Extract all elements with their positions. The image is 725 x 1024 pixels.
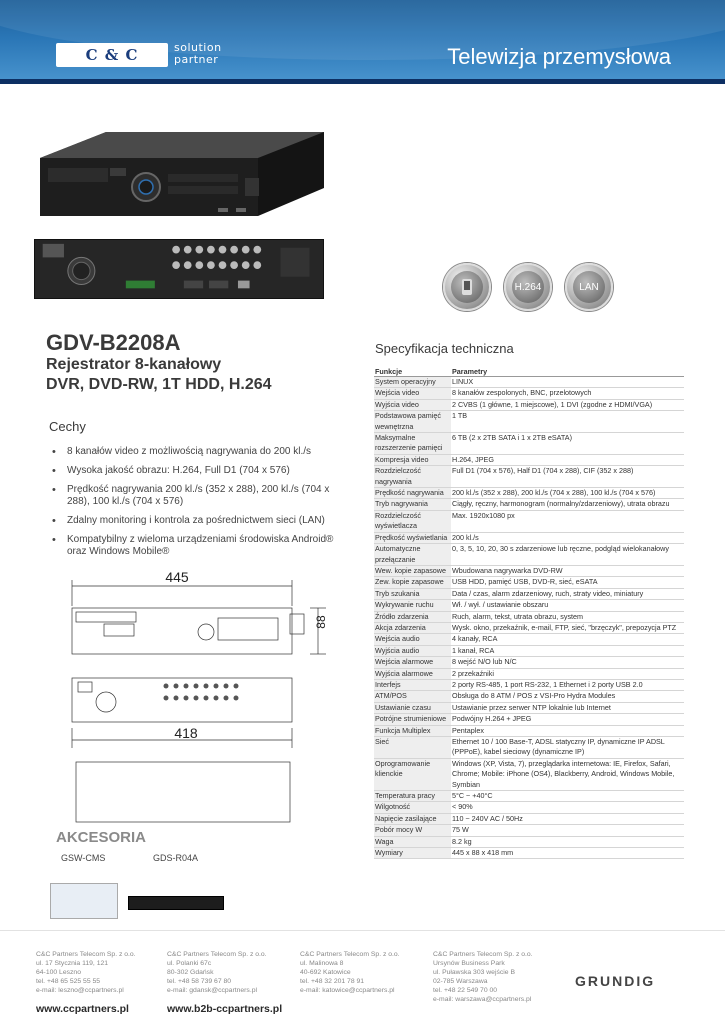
spec-value: 2 porty RS-485, 1 port RS-232, 1 Ethernet i 2 porty USB 2.0 [451, 679, 684, 690]
logo-tagline [174, 42, 222, 66]
spec-header-row [374, 367, 684, 377]
spec-key: Sieć [374, 737, 451, 759]
spec-row [374, 454, 684, 465]
spec-key: Maksymalne rozszerzenie pamięci [374, 433, 451, 455]
spec-value: Wysk. okno, przekaźnik, e-mail, FTP, sieć, "brzęczyk", prepozycja PTZ [451, 622, 684, 633]
spec-row [374, 577, 684, 588]
spec-row [374, 813, 684, 824]
spec-value: Data / czas, alarm zdarzeniowy, ruch, straty video, miniatury [451, 588, 684, 599]
spec-key: Automatyczne przełączanie [374, 544, 451, 566]
spec-value: Windows (XP, Vista, 7), przeglądarka internetowa: IE, Firefox, Safari, Chrome; Mobile: iPhone (OS4), Blackberry, Android, Windows Mobile, Symbian [451, 758, 684, 790]
spec-key: Interfejs [374, 679, 451, 690]
spec-value: 2 CVBS (1 główne, 1 miejscowe), 1 DVI (zgodne z HDMI/VGA) [451, 399, 684, 410]
dimension-drawing [40, 566, 340, 836]
spec-row [374, 836, 684, 847]
spec-value: 8 wejść N/O lub N/C [451, 657, 684, 668]
spec-value: 1 kanał, RCA [451, 645, 684, 656]
spec-value: 8 kanałów zespolonych, BNC, przelotowych [451, 388, 684, 399]
accessory-label-1: GSW-CMS [61, 853, 106, 863]
spec-row [374, 399, 684, 410]
dim-width-back: 418 [174, 725, 198, 741]
spec-row [374, 611, 684, 622]
spec-row [374, 848, 684, 859]
accessory-label-2: GDS-R04A [153, 853, 199, 863]
spec-key: Wymiary [374, 848, 451, 859]
footer-address-gdansk: C&C Partners Telecom Sp. z o.o. ul. Polanki 67c 80-302 Gdańsk tel. +48 58 739 67 80 e-mail: gdansk@ccpartners.pl [167, 951, 267, 994]
spec-value: 8.2 kg [451, 836, 684, 847]
footer-address-leszno: C&C Partners Telecom Sp. z o.o. ul. 17 Stycznia 119, 121 64-100 Leszno tel. +48 65 525 55 55 e-mail: leszno@ccpartners.pl [36, 951, 136, 994]
spec-key: Ustawianie czasu [374, 702, 451, 713]
spec-row [374, 565, 684, 576]
grundig-logo: GRUNDIG [575, 973, 656, 989]
smartphone-icon [451, 271, 483, 303]
spec-value: Pentaplex [451, 725, 684, 736]
spec-row [374, 622, 684, 633]
dim-height: 88 [314, 615, 328, 629]
spec-row [374, 466, 684, 488]
accessories-title: AKCESORIA [56, 829, 147, 846]
spec-key: Wejścia video [374, 388, 451, 399]
spec-value: 2 przekaźniki [451, 668, 684, 679]
spec-row [374, 588, 684, 599]
product-subtitle-1: Rejestrator 8-kanałowy [46, 356, 222, 373]
spec-value: 445 x 88 x 418 mm [451, 848, 684, 859]
spec-value: 200 kl./s [451, 532, 684, 543]
spec-value: 200 kl./s (352 x 288), 200 kl./s (704 x 288), 100 kl./s (704 x 576) [451, 488, 684, 499]
footer-divider [0, 930, 725, 931]
spec-value: USB HDD, pamięć USB, DVD-R, sieć, eSATA [451, 577, 684, 588]
spec-key: Zew. kopie zapasowe [374, 577, 451, 588]
spec-key: Wew. kopie zapasowe [374, 565, 451, 576]
spec-value: LINUX [451, 377, 684, 388]
feature-item: • 8 kanałów video z możliwością nagrywania do 200 kl./s [52, 446, 352, 458]
smartphone-badge [443, 263, 491, 311]
spec-row [374, 532, 684, 543]
spec-key: Źródło zdarzenia [374, 611, 451, 622]
spec-row [374, 802, 684, 813]
spec-key: Pobór mocy W [374, 825, 451, 836]
lan-icon: LAN [573, 271, 605, 303]
dvr-accessory-photo [128, 896, 224, 910]
spec-value: Ethernet 10 / 100 Base-T, ADSL statyczny IP, dynamiczne IP ADSL (PPPoE), kabel sieciowy (dynamiczne IP) [451, 737, 684, 759]
features-list [52, 446, 352, 565]
spec-key: Wejścia alarmowe [374, 657, 451, 668]
spec-row [374, 433, 684, 455]
spec-key: Wyjścia video [374, 399, 451, 410]
spec-value: Wbudowana nagrywarka DVD-RW [451, 565, 684, 576]
spec-value: Obsługa do 8 ATM / POS z VSI-Pro Hydra Modules [451, 691, 684, 702]
spec-key: Tryb nagrywania [374, 499, 451, 510]
website-link-1[interactable]: www.ccpartners.pl [36, 1003, 129, 1015]
spec-row [374, 377, 684, 388]
spec-row [374, 499, 684, 510]
spec-row [374, 791, 684, 802]
spec-table [374, 367, 684, 859]
spec-col-params: Parametry [451, 367, 684, 377]
spec-key: Funkcja Multiplex [374, 725, 451, 736]
spec-row [374, 691, 684, 702]
spec-key: Wykrywanie ruchu [374, 600, 451, 611]
spec-value: Max. 1920x1080 px [451, 510, 684, 532]
spec-row [374, 645, 684, 656]
spec-value: < 90% [451, 802, 684, 813]
spec-key: Rozdzielczość nagrywania [374, 466, 451, 488]
spec-value: Podwójny H.264 + JPEG [451, 714, 684, 725]
feature-item: • Wysoka jakość obrazu: H.264, Full D1 (704 x 576) [52, 465, 352, 477]
logo-line2: partner [174, 53, 219, 66]
spec-key: Rozdzielczość wyświetlacza [374, 510, 451, 532]
lan-badge [565, 263, 613, 311]
feature-item: • Kompatybilny z wieloma urządzeniami środowiska Android® oraz Windows Mobile® [52, 534, 352, 558]
spec-key: ATM/POS [374, 691, 451, 702]
header-title: Telewizja przemysłowa [447, 44, 671, 69]
logo-line1: solution [174, 41, 222, 54]
footer-address-katowice: C&C Partners Telecom Sp. z o.o. ul. Malinowa 8 40-692 Katowice tel. +48 32 201 78 91 e-mail: katowice@ccpartners.pl [300, 951, 400, 994]
spec-row [374, 679, 684, 690]
software-screenshot [50, 883, 118, 919]
spec-value: 75 W [451, 825, 684, 836]
spec-key: Prędkość wyświetlania [374, 532, 451, 543]
spec-row [374, 600, 684, 611]
spec-row [374, 544, 684, 566]
spec-key: Prędkość nagrywania [374, 488, 451, 499]
spec-key: Oprogramowanie klienckie [374, 758, 451, 790]
footer-address-warszawa: C&C Partners Telecom Sp. z o.o. Ursynów Business Park ul. Puławska 303 wejście B 02-785 Warszawa tel. +48 22 549 70 00 e-mail: warszawa@ccpartners.pl [433, 951, 533, 1003]
spec-title: Specyfikacja techniczna [375, 341, 514, 356]
product-model: GDV-B2208A [46, 330, 181, 355]
spec-value: 5°C ~ +40°C [451, 791, 684, 802]
cc-logo: C & C [56, 43, 168, 67]
spec-key: Potrójne strumieniowe [374, 714, 451, 725]
spec-key: Napięcie zasilające [374, 813, 451, 824]
spec-value: 6 TB (2 x 2TB SATA i 1 x 2TB eSATA) [451, 433, 684, 455]
spec-key: Wyjścia audio [374, 645, 451, 656]
spec-row [374, 825, 684, 836]
feature-item: • Zdalny monitoring i kontrola za pośrednictwem sieci (LAN) [52, 515, 352, 527]
dim-width-front: 445 [165, 569, 189, 585]
spec-row [374, 634, 684, 645]
spec-row [374, 758, 684, 790]
spec-key: System operacyjny [374, 377, 451, 388]
header-bar [0, 79, 725, 84]
spec-value: Ruch, alarm, tekst, utrata obrazu, system [451, 611, 684, 622]
spec-row [374, 725, 684, 736]
product-subtitle-2: DVR, DVD-RW, 1T HDD, H.264 [46, 376, 272, 393]
spec-key: Podstawowa pamięć wewnętrzna [374, 411, 451, 433]
spec-key: Wejścia audio [374, 634, 451, 645]
spec-value: 110 ~ 240V AC / 50Hz [451, 813, 684, 824]
spec-row [374, 510, 684, 532]
features-title: Cechy [49, 419, 86, 434]
spec-key: Temperatura pracy [374, 791, 451, 802]
spec-row [374, 388, 684, 399]
h264-icon: H.264 [512, 271, 544, 303]
spec-row [374, 702, 684, 713]
spec-value: Ustawianie przez serwer NTP lokalnie lub Internet [451, 702, 684, 713]
spec-row [374, 714, 684, 725]
spec-col-functions: Funkcje [374, 367, 451, 377]
dvr-front-photo [40, 128, 324, 220]
feature-item: • Prędkość nagrywania 200 kl./s (352 x 288), 200 kl./s (704 x 288), 100 kl./s (704 x 576) [52, 484, 352, 508]
spec-value: H.264, JPEG [451, 454, 684, 465]
spec-row [374, 488, 684, 499]
spec-key: Tryb szukania [374, 588, 451, 599]
spec-value: 4 kanały, RCA [451, 634, 684, 645]
page-header [0, 0, 725, 84]
spec-key: Akcja zdarzenia [374, 622, 451, 633]
spec-row [374, 668, 684, 679]
spec-value: 1 TB [451, 411, 684, 433]
feature-badges [443, 263, 613, 313]
spec-value: Wł. / wył. / ustawianie obszaru [451, 600, 684, 611]
spec-row [374, 411, 684, 433]
spec-value: Ciągły, ręczny, harmonogram (normalny/zdarzeniowy), utrata obrazu [451, 499, 684, 510]
spec-key: Waga [374, 836, 451, 847]
spec-value: Full D1 (704 x 576), Half D1 (704 x 288), CIF (352 x 288) [451, 466, 684, 488]
spec-key: Wyjścia alarmowe [374, 668, 451, 679]
spec-key: Kompresja video [374, 454, 451, 465]
website-link-2[interactable]: www.b2b-ccpartners.pl [167, 1003, 283, 1015]
spec-value: 0, 3, 5, 10, 20, 30 s zdarzeniowe lub ręczne, podgląd wielokanałowy [451, 544, 684, 566]
spec-row [374, 657, 684, 668]
h264-badge [504, 263, 552, 311]
dvr-back-photo [34, 239, 324, 299]
spec-row [374, 737, 684, 759]
spec-key: Wilgotność [374, 802, 451, 813]
